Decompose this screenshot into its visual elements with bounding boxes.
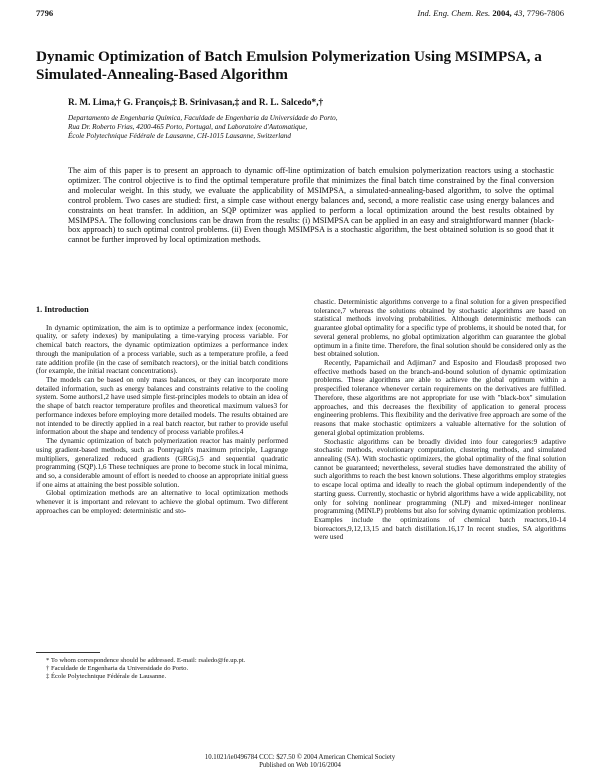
page-number: 7796 — [36, 8, 54, 18]
paragraph: The models can be based on only mass balances, or they can incorporate more detailed information, such as energy balances and constraints relative to the cooling system. Some authors1,2 have used simple first-principles models to obtain an idea of the shape of batch reactor temperature profiles and theoretical maximum values3 for performance indexes before employing more detailed models. The results obtained are not intended to be directly applied in a real batch reactor, but rather to provide useful information about the shape and tendency of process variable profiles.4 — [36, 376, 288, 437]
paragraph: Stochastic algorithms can be broadly divided into four categories:9 adaptive stochastic methods, evolutionary computation, clustering methods, and simulated annealing (SA). With stochastic optimizers, the global optimality of the final solution cannot be guaranteed; nevertheless, several studies have demonstrated the ability of such algorithms to reach the best known solutions. These algorithms employ strategies to escape local optima and ideally to reach the global optimum independently of the starting guess. Currently, stochastic or hybrid algorithms have a wide applicability, not only for solving nonlinear programming (NLP) and mixed-integer nonlinear programming (MINLP) problems but also for solving dynamic optimization problems. Examples include the optimizations of chemical batch reactors,10-14 bioreactors,9,12,13,15 and batch distillation.16,17 In recent studies, SA algorithms were used — [314, 437, 566, 542]
section-heading: 1. Introduction — [36, 305, 89, 314]
paper-title: Dynamic Optimization of Batch Emulsion Polymerization Using MSIMPSA, a Simulated-Annealing-Based Algorithm — [36, 48, 542, 83]
paragraph: The dynamic optimization of batch polymerization reactor has mainly performed using gradient-based methods, such as Pontryagin's maximum principle, Lagrange multipliers, generalized reduced gradients (GRGs),5 and sequential quadratic programming (SQP).1,6 These techniques are prone to become stuck in local minima, and so, a considerable amount of effort is needed to choose an appropriate initial guess if one aims at attaining the best possible solution. — [36, 437, 288, 489]
footnote-rule — [36, 652, 100, 653]
publication-date: Published on Web 10/16/2004 — [259, 762, 341, 769]
page-footer — [150, 754, 450, 770]
right-column — [314, 298, 566, 542]
doi-line: 10.1021/ie0496784 CCC: $27.50 © 2004 American Chemical Society — [204, 754, 396, 761]
footnotes — [36, 652, 288, 681]
affiliation-line: Rua Dr. Roberto Frias, 4200-465 Porto, Portugal, and Laboratoire d'Automatique, — [68, 123, 308, 132]
running-header — [36, 8, 564, 20]
journal-citation — [417, 8, 564, 18]
abstract: The aim of this paper is to present an approach to dynamic off-line optimization of batch emulsion polymerization reactors using a stochastic optimizer. The control objective is to find the optimal temperature profile that minimizes the final batch time constrained by the final conversion and molecular weight. In this study, we evaluate the applicability of MSIMPSA, a simulated-annealing-based algorithm, to solve the optimal control problem. Two cases are studied: first, a simple case without energy balances and, second, a more realistic case using energy balances and constraints on heat transfer. In addition, an SQP optimizer was applied to perform a local optimization around the best results obtained by MSIMPSA. The following conclusions can be drawn from the results: (i) MSIMPSA can be applied in an easy and straightforward manner (black-box approach) to such optimal control problems. (ii) Even though MSIMPSA is a stochastic algorithm, the best obtained solution is so good that it cannot be further improved by local optimization methods. — [68, 166, 554, 245]
journal-pages: 7796-7806 — [526, 8, 564, 18]
affiliations — [68, 114, 568, 142]
journal-year: 2004, — [492, 8, 512, 18]
paragraph: In dynamic optimization, the aim is to optimize a performance index (economic, quality, or safety indexes) by manipulating a time-varying process variable. For chemical batch reactors, the dynamic optimization optimizes a performance index through the manipulation of a process variable, such as a temperature profile, a feed rate addition profile (in the case of semibatch reactors), or the initial batch conditions (for example, the initial reactant concentrations). — [36, 323, 288, 376]
journal-name: Ind. Eng. Chem. Res. — [417, 8, 491, 18]
affiliation-line: École Polytechnique Fédérale de Lausanne, CH-1015 Lausanne, Switzerland — [68, 132, 291, 141]
footnote-corresponding: * To whom correspondence should be addressed. E-mail: rsaledo@fe.up.pt. — [46, 657, 246, 664]
left-column — [36, 306, 288, 516]
author-list: R. M. Lima,† G. François,‡ B. Srinivasan,‡ and R. L. Salcedo*,† — [68, 98, 324, 108]
journal-volume: 43, — [513, 8, 525, 18]
footnote-affiliation: † Faculdade de Engenharia da Universidade do Porto. — [46, 665, 189, 673]
paragraph: Global optimization methods are an alternative to local optimization methods whenever it is important and relevant to achieve the global optimum. Two different approaches can be employed: deterministic and sto- — [36, 489, 288, 515]
affiliation-line: Departamento de Engenharia Química, Faculdade de Engenharia da Universidade do Porto, — [68, 114, 338, 122]
footnote-affiliation: ‡ École Polytechnique Fédérale de Lausanne. — [46, 673, 167, 681]
paragraph: chastic. Deterministic algorithms converge to a final solution for a given prespecified tolerance,7 whereas the solutions obtained by stochastic algorithms are based on statistical methods involving probabilities. Although deterministic methods can guarantee global optimality for a specific type of problems, it should be noted that, for several general problems, no global optimization algorithm can guarantee the global optimum in a finite time. Therefore, the final solution should be considered only as the best obtained solution. — [314, 298, 566, 359]
paragraph: Recently, Papamichail and Adjiman7 and Esposito and Floudas8 proposed two effective methods based on the branch-and-bound solution of dynamic optimization problems. These algorithms are able to achieve the global optimum within a prespecified tolerance whenever certain requirements on the derivatives are fulfilled. Therefore, these algorithms are not appropriate for use with "black-box" simulation approaches, and this decreases the flexibility of application to general process engineering problems. This flexibility and the derivative free approach are some of the reasons that make stochastic optimizers a valuable alternative for the solution of general global optimization problems. — [314, 359, 566, 437]
